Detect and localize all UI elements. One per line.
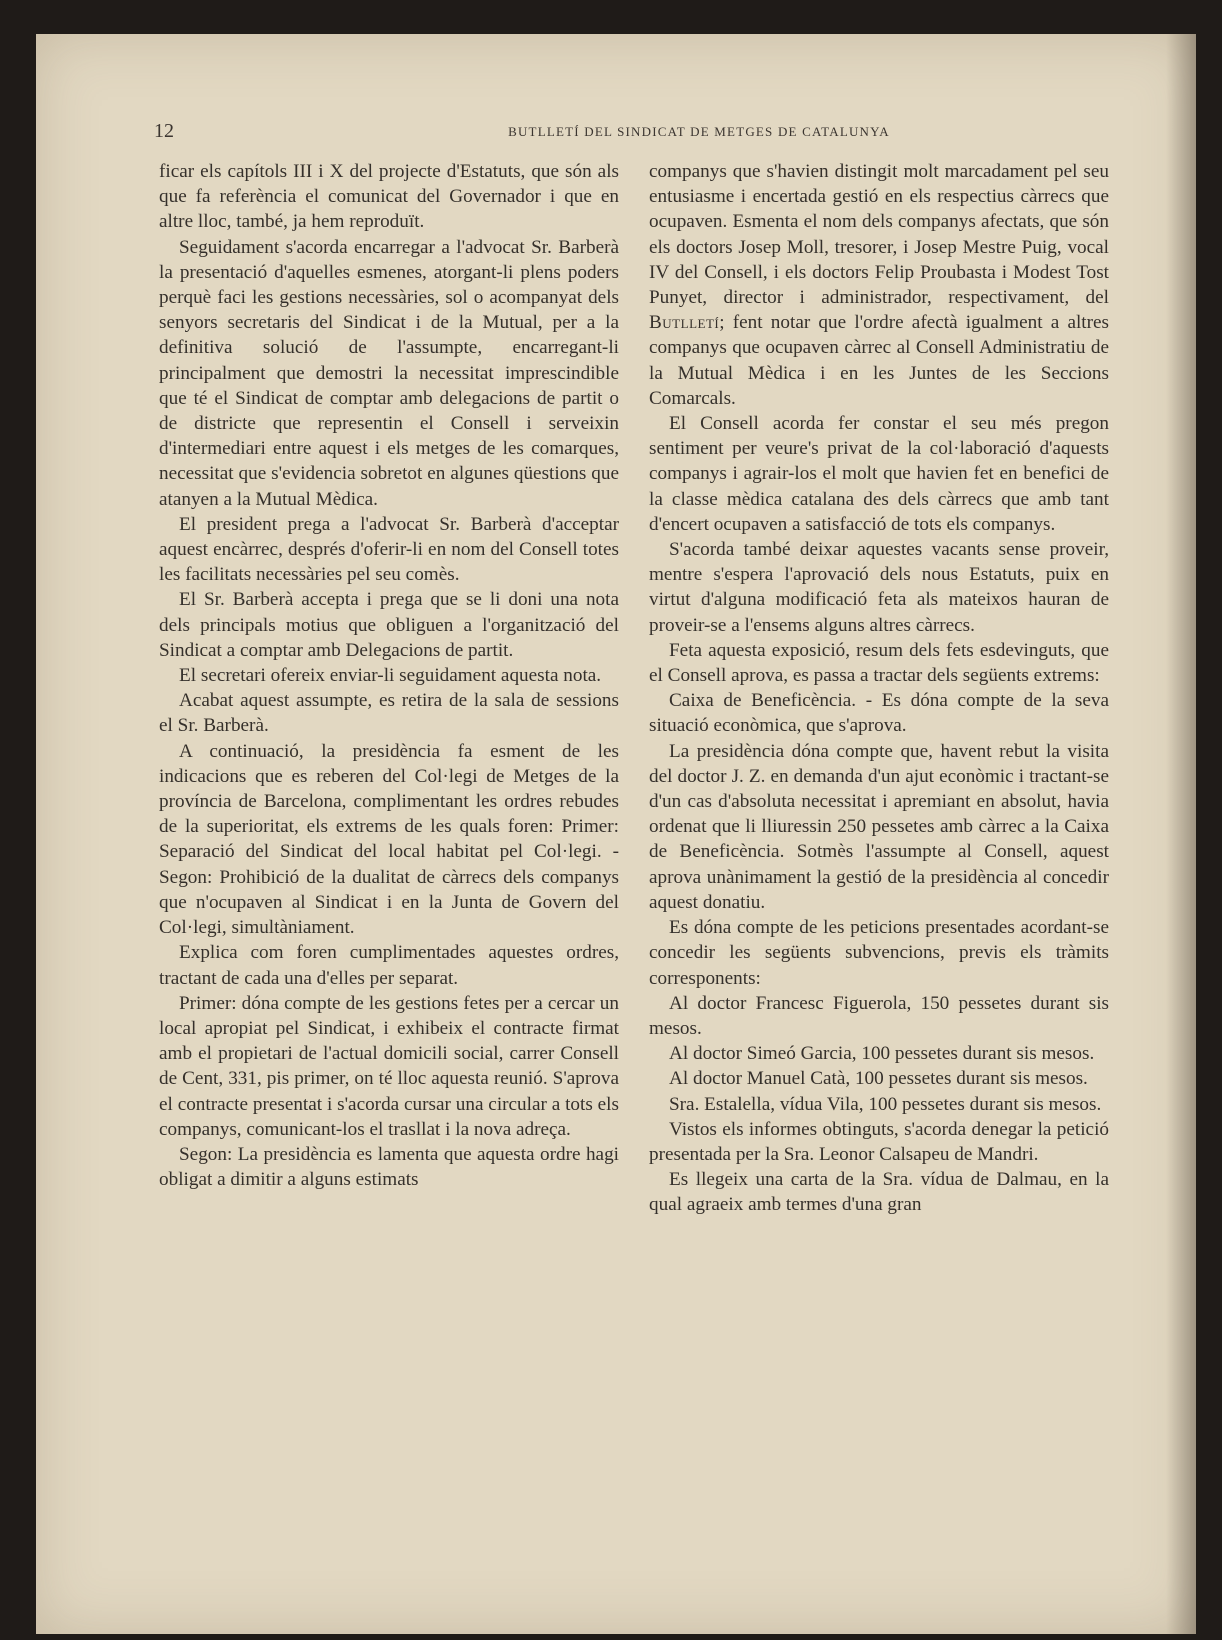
paragraph: Seguidament s'acorda encarregar a l'advocat Sr. Barberà la presentació d'aquelles esmenes, atorgant-li plens poders perquè faci les gestions necessàries, sol o acompanyat dels senyors secretaris del Sindicat i de la Mutual, per a la definitiva solució de l'assumpte, encarregant-li principalment que demostri la necessitat imprescindible que té el Sindicat de comptar amb delegacions de partit o de districte que representin el Consell i serveixin d'intermediari entre aquest i els metges de les comarques, necessitat que s'evidencia sobretot en algunes qüestions que atanyen a la Mutual Mèdica. xyxy=(159,236,619,510)
paragraph: ficar els capítols III i X del projecte d'Estatuts, que són als que fa referència el comunicat del Governador i que en altre lloc, també, ja hem reproduït. xyxy=(159,161,619,233)
paragraph: Explica com foren cumplimentades aquestes ordres, tractant de cada una d'elles per separat. xyxy=(159,942,619,989)
paragraph: Segon: La presidència es lamenta que aquesta ordre hagi obligat a dimitir a alguns estimats xyxy=(159,1143,619,1191)
page-edge-shadow xyxy=(1166,34,1196,1634)
paragraph: Es llegeix una carta de la Sra. vídua de Dalmau, en la qual agraeix amb termes d'una gran xyxy=(649,1169,1109,1216)
paragraph: Vistos els informes obtinguts, s'acorda denegar la petició presentada per la Sra. Leonor Calsapeu de Mandri. xyxy=(649,1118,1109,1165)
paragraph: El president prega a l'advocat Sr. Barberà d'acceptar aquest encàrrec, després d'oferir-li en nom del Consell totes les facilitats necessàries pel seu comès. xyxy=(159,513,619,586)
right-column xyxy=(649,159,1109,1218)
paragraph: La presidència dóna compte que, havent rebut la visita del doctor J. Z. en demanda d'un ajut econòmic i tractant-se d'un cas d'absoluta necessitat i apremiant en absolut, havia ordenat que li lliuressin 250 pessetes amb càrrec a la Caixa de Beneficència. Sotmès l'assumpte al Consell, aquest aprova unànimament la gestió de la presidència al concedir aquest donatiu. xyxy=(649,740,1109,913)
paragraph: Es dóna compte de les peticions presentades acordant-se concedir les següents subvencions, previs els tràmits corresponents: xyxy=(649,917,1109,989)
subvention-item: Al doctor Manuel Catà, 100 pessetes durant sis mesos. xyxy=(669,1068,1088,1090)
page-header xyxy=(154,120,1154,150)
paragraph: S'acorda també deixar aquestes vacants sense proveir, mentre s'espera l'aprovació dels nous Estatuts, puix en virtut d'alguna modificació feta als mateixos hauran de proveir-se a l'ensems alguns altres càrrecs. xyxy=(649,539,1109,636)
running-title: BUTLLETÍ DEL SINDICAT DE METGES DE CATALUNYA xyxy=(508,124,890,139)
bulletin-name: Butlletí xyxy=(649,312,720,334)
subvention-item: Al doctor Francesc Figuerola, 150 pessetes durant sis mesos. xyxy=(649,992,1109,1039)
paragraph-text: companys que s'havien distingit molt marcadament pel seu entusiasme i encertada gestió en els respectius càrrecs que ocupaven. Esmenta el nom dels companys afectats, que són els doctors Josep Moll, tresorer, i Josep Mestre Puig, vocal IV del Consell, i els doctors Felip Proubasta i Modest Tost Punyet, director i administrador, respectivament, del xyxy=(649,161,1109,309)
subvention-item: Al doctor Simeó Garcia, 100 pessetes durant sis mesos. xyxy=(669,1043,1095,1065)
paragraph: El secretari ofereix enviar-li seguidament aquesta nota. xyxy=(179,665,602,687)
paragraph: Feta aquesta exposició, resum dels fets esdevinguts, que el Consell aprova, es passa a tractar dels següents extrems: xyxy=(649,639,1109,687)
paragraph: A continuació, la presidència fa esment de les indicacions que es reberen del Col·legi de Metges de la província de Barcelona, complimentant les ordres rebudes de la superioritat, els extrems de les quals foren: Primer: Separació del Sindicat del local habitat pel Col·legi. - Segon: Prohibició de la dualitat de càrrecs dels companys que n'ocupaven al Sindicat i en la Junta de Govern del Col·legi, simultàniament. xyxy=(159,740,619,939)
subvention-item: Sra. Estalella, vídua Vila, 100 pessetes durant sis mesos. xyxy=(669,1093,1102,1115)
left-column xyxy=(159,159,619,1192)
paragraph: El Consell acorda fer constar el seu més pregon sentiment per veure's privat de la col·laboració d'aquests companys i agrair-los el molt que havien fet en benefici de la classe mèdica catalana des dels càrrecs que amb tant d'encert ocupaven a satisfacció de tots els companys. xyxy=(649,413,1109,535)
document-page xyxy=(36,34,1196,1634)
paragraph: Acabat aquest assumpte, es retira de la sala de sessions el Sr. Barberà. xyxy=(159,690,619,737)
paragraph-text: ; fent notar que l'ordre afectà igualment a altres companys que ocupaven càrrec al Consell Administratiu de la Mutual Mèdica i en les Juntes de les Seccions Comarcals. xyxy=(649,312,1109,409)
page-number: 12 xyxy=(154,120,174,142)
paragraph: El Sr. Barberà accepta i prega que se li doni una nota dels principals motius que obliguen a l'organització del Sindicat a comptar amb Delegacions de partit. xyxy=(159,589,619,661)
paragraph: Caixa de Beneficència. - Es dóna compte de la seva situació econòmica, que s'aprova. xyxy=(649,690,1109,737)
paragraph-continued xyxy=(649,159,1109,411)
paragraph: Primer: dóna compte de les gestions fetes per a cercar un local apropiat pel Sindicat, i exhibeix el contracte firmat amb el propietari de l'actual domicili social, carrer Consell de Cent, 331, pis primer, on té lloc aquesta reunió. S'aprova el contracte presentat i s'acorda cursar una circular a tots els companys, comunicant-los el trasllat i la nova adreça. xyxy=(159,992,619,1140)
